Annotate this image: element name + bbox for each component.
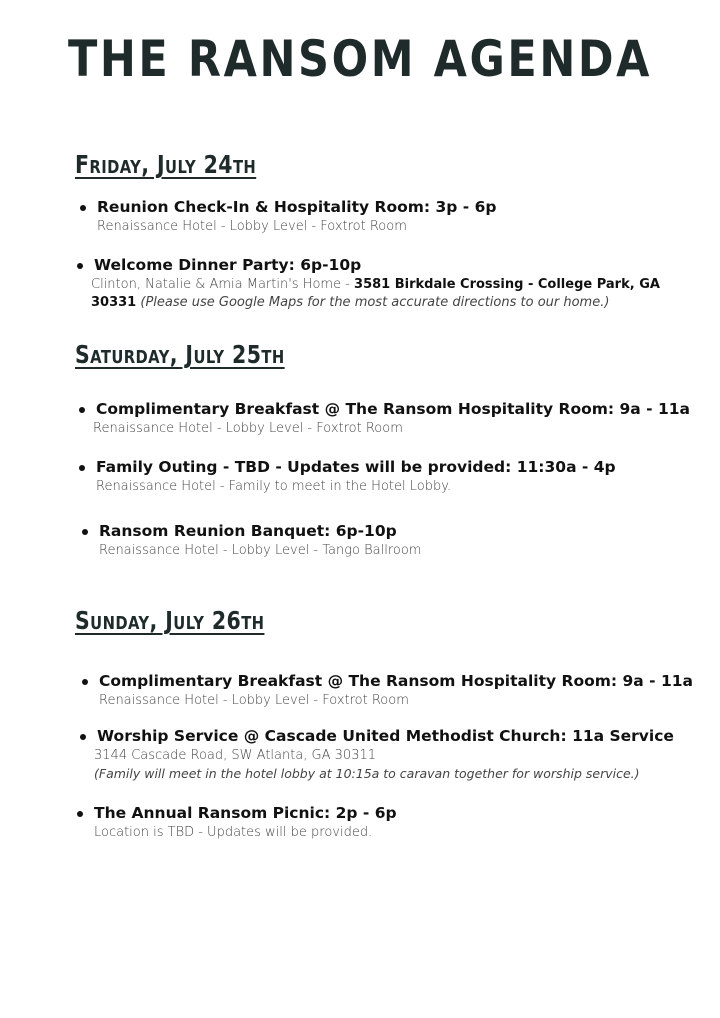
detail-zip: 30331 <box>91 295 137 310</box>
item-title: Welcome Dinner Party: 6p-10p <box>94 256 362 274</box>
detail-text: Clinton, Natalie & Amia Martin's Home - <box>91 277 355 292</box>
bullet-icon <box>79 465 85 471</box>
item-detail: Location is TBD - Updates will be provided. <box>94 825 373 840</box>
list-item <box>97 198 497 234</box>
item-detail-line-2 <box>91 295 660 310</box>
list-item <box>94 804 397 840</box>
list-item <box>99 522 421 558</box>
item-detail: Renaissance Hotel - Lobby Level - Tango Ballroom <box>99 543 422 558</box>
list-item <box>91 256 660 310</box>
item-title: Complimentary Breakfast @ The Ransom Hospitality Room: 9a - 11a <box>99 672 693 690</box>
bullet-icon <box>77 811 83 817</box>
item-title: Reunion Check-In & Hospitality Room: 3p - 6p <box>97 198 497 216</box>
item-note: (Family will meet in the hotel lobby at 10:15a to caravan together for worship service.) <box>94 766 640 781</box>
sunday-heading: Sunday, July 26th <box>75 606 265 635</box>
item-detail: Renaissance Hotel - Family to meet in the Hotel Lobby. <box>96 479 452 494</box>
bullet-icon <box>79 407 85 413</box>
saturday-heading: Saturday, July 25th <box>75 340 285 369</box>
friday-heading: Friday, July 24th <box>75 150 257 179</box>
list-item <box>93 400 690 436</box>
item-detail: Renaissance Hotel - Lobby Level - Foxtrot Room <box>99 693 409 708</box>
list-item <box>99 672 693 708</box>
item-detail: Renaissance Hotel - Lobby Level - Foxtrot Room <box>97 219 407 234</box>
detail-address: 3581 Birkdale Crossing - College Park, GA <box>354 277 660 292</box>
item-title: Ransom Reunion Banquet: 6p-10p <box>99 522 397 540</box>
item-detail: Renaissance Hotel - Lobby Level - Foxtrot Room <box>93 421 403 436</box>
item-detail <box>91 277 660 292</box>
detail-note: (Please use Google Maps for the most accurate directions to our home.) <box>136 295 610 310</box>
bullet-icon <box>82 529 88 535</box>
bullet-icon <box>80 734 86 740</box>
item-title: Worship Service @ Cascade United Methodist Church: 11a Service <box>97 727 674 745</box>
list-item <box>94 727 674 781</box>
bullet-icon <box>77 263 83 269</box>
bullet-icon <box>82 679 88 685</box>
bullet-icon <box>80 205 86 211</box>
item-title: The Annual Ransom Picnic: 2p - 6p <box>94 804 397 822</box>
list-item <box>96 458 616 494</box>
item-title: Family Outing - TBD - Updates will be provided: 11:30a - 4p <box>96 458 616 476</box>
item-detail: 3144 Cascade Road, SW Atlanta, GA 30311 <box>94 748 377 763</box>
item-title: Complimentary Breakfast @ The Ransom Hospitality Room: 9a - 11a <box>96 400 690 418</box>
page-title: THE RANSOM AGENDA <box>67 30 653 88</box>
